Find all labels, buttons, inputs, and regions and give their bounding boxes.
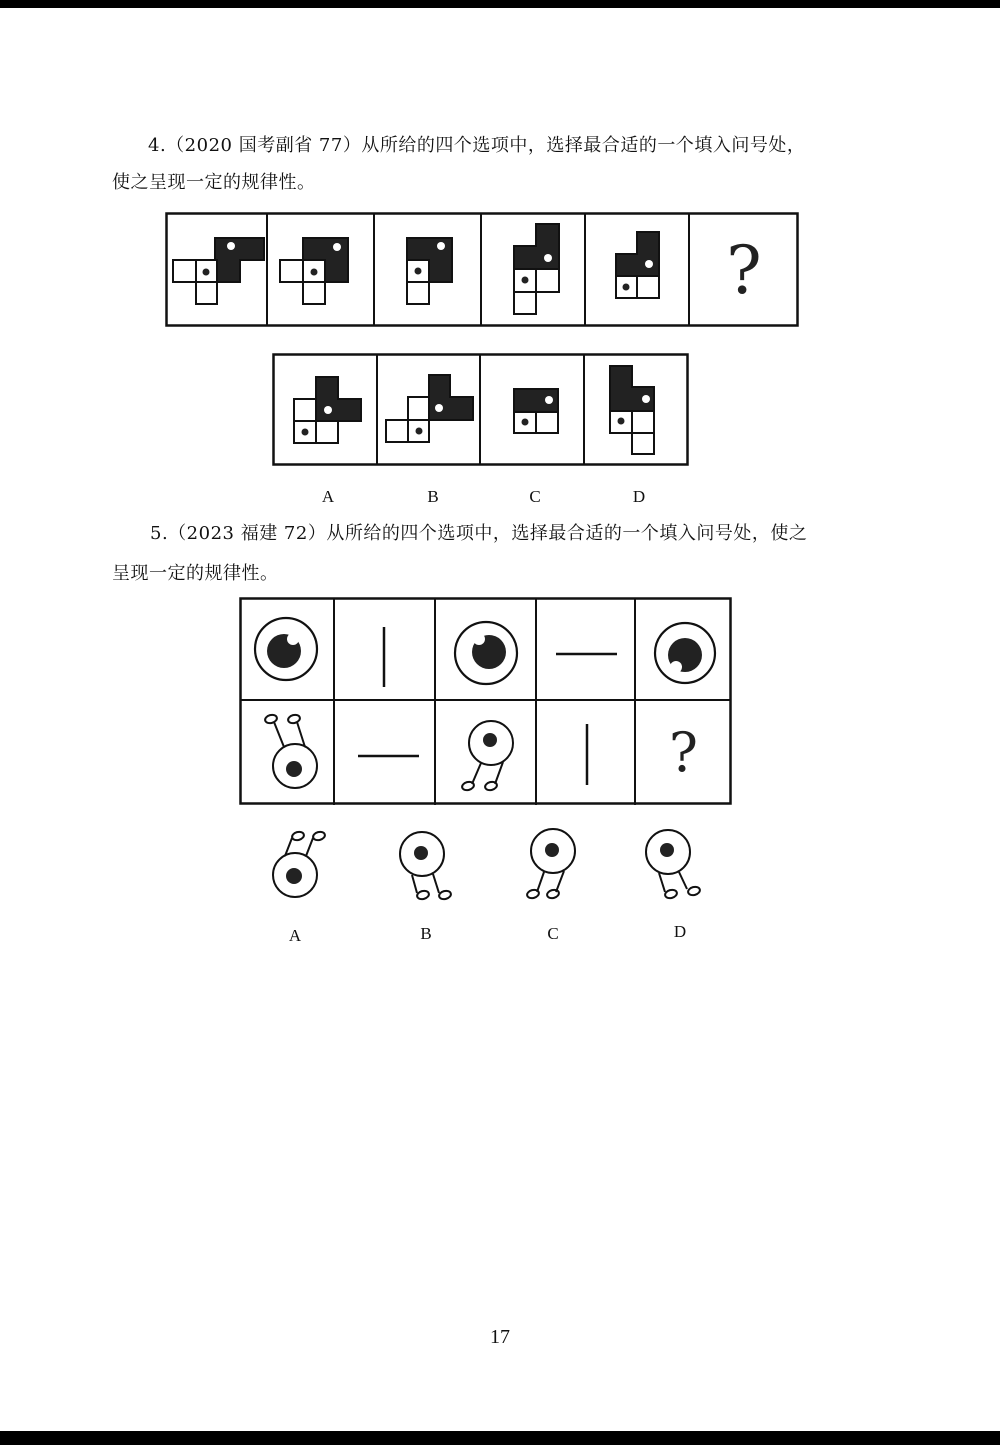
sequence-figure-1 xyxy=(173,238,264,304)
question-4-options xyxy=(272,353,689,467)
q5-option-label-a[interactable]: A xyxy=(288,926,302,945)
question-4-stem-line-1: 4.（2020 国考副省 77）从所给的四个选项中，选择最合适的一个填入问号处， xyxy=(148,135,806,156)
option-a-figure xyxy=(294,377,361,443)
q4-option-label-d[interactable]: D xyxy=(632,487,646,506)
q4-option-label-b[interactable]: B xyxy=(427,487,439,506)
option-c-figure xyxy=(526,829,575,899)
q4-option-label-c[interactable]: C xyxy=(529,487,541,506)
page-number: 17 xyxy=(490,1326,510,1348)
q5-option-label-c[interactable]: C xyxy=(547,924,559,943)
question-5-stem-line-1: 5.（2023 福建 72）从所给的四个选项中，选择最合适的一个填入问号处，使之 xyxy=(150,523,808,544)
scan-border-top xyxy=(0,0,1000,8)
grid-r2-c3-eye-notes-down-left xyxy=(461,721,513,791)
grid-r2-c1-eye-notes-up xyxy=(264,714,317,788)
sequence-figure-4 xyxy=(514,224,559,314)
question-5-grid xyxy=(239,597,732,806)
sequence-figure-5 xyxy=(616,232,659,298)
grid-r1-c1-eye xyxy=(255,618,317,680)
scan-border-bottom xyxy=(0,1431,1000,1445)
question-4-stem-line-2: 使之呈现一定的规律性。 xyxy=(112,172,316,193)
question-5-stem-line-2: 呈现一定的规律性。 xyxy=(112,563,279,584)
grid-r1-c3-eye xyxy=(455,622,517,684)
grid-question-mark-cell: ? xyxy=(669,720,698,784)
question-4-sequence-strip xyxy=(165,212,799,328)
option-d-figure xyxy=(610,366,654,454)
q5-option-label-b[interactable]: B xyxy=(420,924,432,943)
sequence-figure-2 xyxy=(280,238,348,304)
question-5-options xyxy=(255,825,725,905)
q5-option-label-d[interactable]: D xyxy=(673,922,687,941)
grid-r1-c5-eye xyxy=(655,623,715,683)
option-b-figure xyxy=(400,832,452,900)
option-b-figure xyxy=(386,375,473,442)
option-d-figure xyxy=(646,830,701,899)
option-a-figure xyxy=(273,831,326,897)
sequence-figure-3 xyxy=(407,238,452,304)
question-mark-cell: ? xyxy=(726,231,762,309)
q4-option-label-a[interactable]: A xyxy=(321,487,335,506)
option-c-figure xyxy=(514,389,558,433)
